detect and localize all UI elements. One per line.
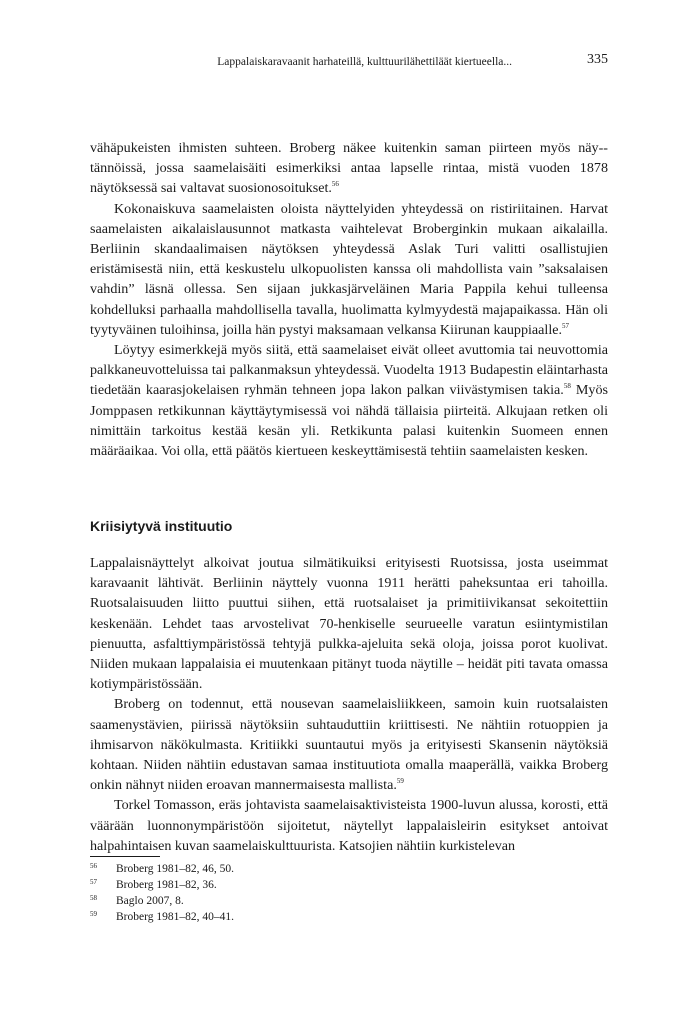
footnote xyxy=(90,877,608,893)
footnote-text: Broberg 1981–82, 46, 50. xyxy=(116,863,234,875)
footnote-number: 59 xyxy=(90,910,97,918)
footnote-divider xyxy=(90,856,160,857)
paragraph: Torkel Tomasson, eräs johtavista saamelaisaktivisteista 1900-luvun alussa, korosti, että väärään luonnonympäristöön sijoitetut, näytellyt lappalaisleirin esitykset antoivat halpahintaisen kuvan saamelaiskulttuurista. Katsojien nähtiin kurkistelevan xyxy=(90,797,608,854)
paragraph: vähäpukeisten ihmisten suhteen. Broberg näkee kuitenkin saman piirteen myös näy-tännöissä, jossa saamelaisäiti esimerkiksi antaa lapselle rintaa, mistä vuoden 1878 näytöksessä sai valtavat suosionosoitukset.$^{56}$ xyxy=(90,140,608,197)
footnote-number: 56 xyxy=(90,862,97,870)
paragraph: Kokonaiskuva saamelaisten oloista näyttelyiden yhteydessä on ristiriitainen. Harvat saamelaisten aikalaislausunnot matkasta vaihtelevat Broberginkin mukaan aikalailla. Berliinin skandaalimaisen näytöksen yhteydessä Aslak Turi valitti osallistujien eristämisestä niin, että keskustelu ulkopuolisten kanssa oli mahdollista vain ”saksalaisen vahdin” läsnä ollessa. Sen sijaan jukkasjärveläinen Maria Pappila kehui tulleensa kohdelluksi parhaalla mahdollisella tavalla, huolimatta kylmyydestä majapaikassa. Hän oli tyytyväinen tuloihinsa, joilla hän pystyi maksamaan velkansa Kiirunan kauppiaalle.$^{57}$ xyxy=(90,200,608,338)
paragraph: Broberg on todennut, että nousevan saamelaisliikkeen, samoin kuin ruotsalaisten saamenystävien, piirissä näytöksiin suhtauduttiin kriittisesti. Ne nähtiin rotuoppien ja ihmisarvon näkökulmasta. Kritiikki suuntautui myös ja erityisesti Skansenin näytöksiä kohtaan. Niiden nähtiin edustavan samaa instituutiota omalla maaperällä, vaikka Broberg onkin nähnyt niiden eroavan mannermaisesta mallista.$^{59}$ xyxy=(90,696,608,794)
footnote-number: 58 xyxy=(90,894,97,902)
paragraph: Lappalaisnäyttelyt alkoivat joutua silmätikuiksi erityisesti Ruotsissa, josta useimmat karavaanit lähtivät. Berliinin näyttely vuonna 1911 herätti paheksuntaa eri tahoilla. Ruotsalaisuuden liitto puuttui siihen, että ruotsalaiset ja primitiivikansat sekoitettiin keskenään. Lehdet taas arvostelivat 70-henkiselle seurueelle varatun esiintymistilan pienuutta, asfalttiympäristössä tehtyjä pulkka-ajeluita sekä oloja, joissa porot kuolivat. Niiden mukaan lappalaisia ei muutenkaan pitänyt tuoda näytille – heidät piti tavata omassa kotiympäristössään. xyxy=(90,555,608,693)
footnotes xyxy=(90,861,608,925)
running-head-title: Lappalaiskaravaanit harhateillä, kulttuurilähettiläät kiertueella... xyxy=(217,56,512,68)
footnote-text: Broberg 1981–82, 40–41. xyxy=(116,911,234,923)
section-heading: Kriisiytyvä instituutio xyxy=(90,518,233,534)
body-text-section-2 xyxy=(90,553,608,856)
footnote xyxy=(90,893,608,909)
page-number: 335 xyxy=(587,52,608,67)
footnote-text: Baglo 2007, 8. xyxy=(116,895,184,907)
footnote-ref[interactable]: 57 xyxy=(562,321,570,330)
footnote xyxy=(90,861,608,877)
footnote-text: Broberg 1981–82, 36. xyxy=(116,879,217,891)
body-text-section-1 xyxy=(90,138,608,461)
paragraph: Löytyy esimerkkejä myös siitä, että saamelaiset eivät olleet avuttomia tai neuvottomia palkkaneuvotteluissa tai palkanmaksun yhteydessä. Vuodelta 1913 Budapestin eläintarhasta tiedetään kaarasjokelaisen ryhmän tehneen jopa lakon palkan viivästymisen takia.$^{58}$ Myös Jomppasen retkikunnan käyttäytymisessä voi nähdä tällaisia piirteitä. Alkujaan retken oli nimittäin tarkoitus kestää kesän yli. Retkikunta palasi kuitenkin Suomeen ennen määräaikaa. Voi olla, että päätös kiertueen keskeyttämisestä tehtiin saamelaisten kesken. xyxy=(90,342,608,460)
footnote xyxy=(90,909,608,925)
footnote-ref[interactable]: 59 xyxy=(396,777,404,786)
footnote-ref[interactable]: 56 xyxy=(331,180,339,189)
footnote-ref[interactable]: 58 xyxy=(563,382,571,391)
footnote-number: 57 xyxy=(90,878,97,886)
